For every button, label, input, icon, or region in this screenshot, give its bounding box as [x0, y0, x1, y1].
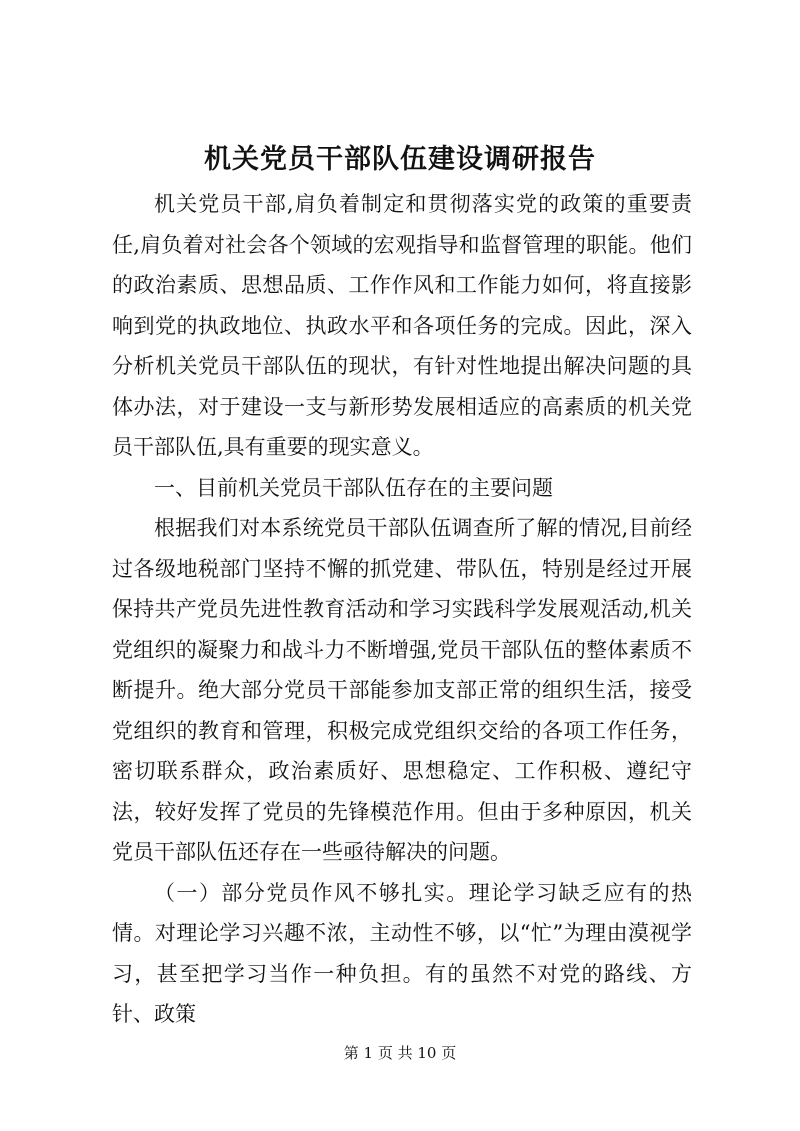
- page-footer: 第 1 页 共 10 页: [343, 1044, 457, 1062]
- document-body: [112, 184, 692, 1035]
- document-title: 机关党员干部队伍建设调研报告: [204, 144, 596, 175]
- body-paragraph: 根据我们对本系统党员干部队伍调查所了解的情况,目前经过各级地税部门坚持不懈的抓党建、带队伍，特别是经过开展保持共产党员先进性教育活动和学习实践科学发展观活动,机关党组织的凝聚力和战斗力不断增强,党员干部队伍的整体素质不断提升。绝大部分党员干部能参加支部正常的组织生活，接受党组织的教育和管理，积极完成党组织交给的各项工作任务，密切联系群众，政治素质好、思想稳定、工作积极、遵纪守法，较好发挥了党员的先锋模范作用。但由于多种原因，机关党员干部队伍还存在一些亟待解决的问题。: [112, 516, 692, 864]
- section-heading: 一、目前机关党员干部队伍存在的主要问题: [154, 475, 553, 500]
- subsection-paragraph: （一）部分党员作风不够扎实。理论学习缺乏应有的热情。对理论学习兴趣不浓，主动性不够，以“忙”为理由漠视学习，甚至把学习当作一种负担。有的虽然不对党的路线、方针、政策: [112, 880, 692, 1026]
- intro-paragraph: 机关党员干部,肩负着制定和贯彻落实党的政策的重要责任,肩负着对社会各个领域的宏观指导和监督管理的职能。他们的政治素质、思想品质、工作作风和工作能力如何，将直接影响到党的执政地位、执政水平和各项任务的完成。因此，深入分析机关党员干部队伍的现状，有针对性地提出解决问题的具体办法，对于建设一支与新形势发展相适应的高素质的机关党员干部队伍,具有重要的现实意义。: [112, 192, 692, 459]
